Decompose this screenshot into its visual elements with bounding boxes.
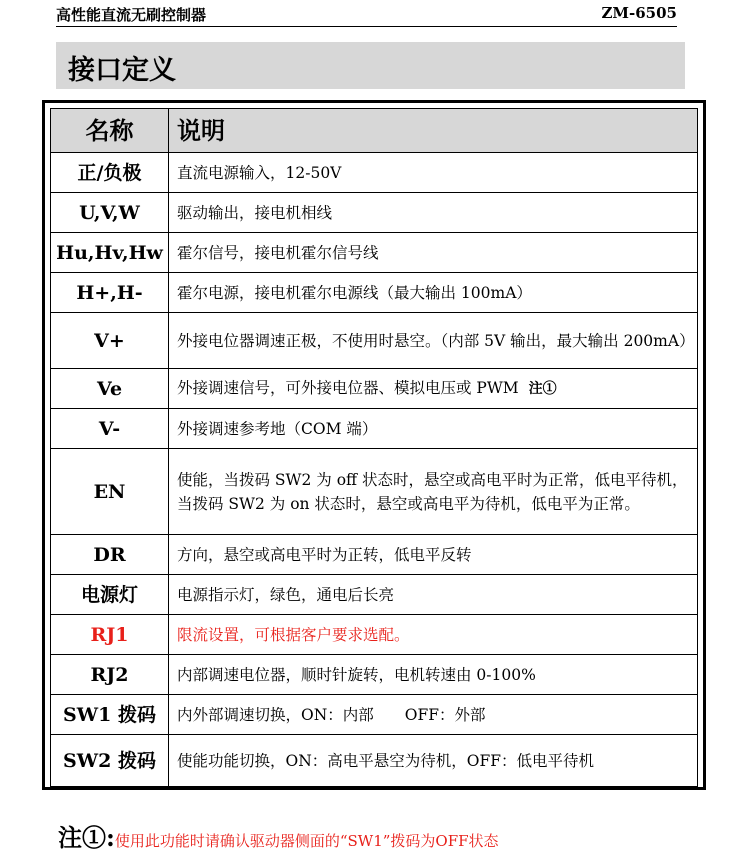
row-description: 外接电位器调速正极，不使用时悬空。（内部 5V 输出，最大输出 200mA）	[169, 313, 698, 369]
model-number: ZM-6505	[601, 4, 677, 22]
row-name: 电源灯	[51, 575, 169, 615]
row-description: 外接调速参考地（COM 端）	[169, 409, 698, 449]
row-name: EN	[51, 449, 169, 535]
section-banner	[56, 42, 685, 89]
table-row	[51, 233, 698, 273]
row-description: 使能，当拨码 SW2 为 off 状态时，悬空或高电平时为正常，低电平待机，当拨码 SW2 为 on 状态时，悬空或高电平为待机，低电平为正常。	[169, 449, 698, 535]
document-title: 高性能直流无刷控制器	[56, 6, 207, 24]
row-name: 正/负极	[51, 153, 169, 193]
footnote-text: 使用此功能时请确认驱动器侧面的“SW1”拨码为OFF状态	[114, 832, 499, 850]
row-name: H+,H-	[51, 273, 169, 313]
row-name: V-	[51, 409, 169, 449]
row-name: RJ2	[51, 655, 169, 695]
row-description: 直流电源输入，12-50V	[169, 153, 698, 193]
table-row	[51, 735, 698, 787]
row-description: 使能功能切换，ON：高电平悬空为待机，OFF：低电平待机	[169, 735, 698, 787]
interface-table	[50, 108, 698, 787]
table-row	[51, 313, 698, 369]
row-name: Hu,Hv,Hw	[51, 233, 169, 273]
table-row	[51, 193, 698, 233]
table-row	[51, 273, 698, 313]
row-name: DR	[51, 535, 169, 575]
row-description: 内部调速电位器，顺时针旋转，电机转速由 0-100%	[169, 655, 698, 695]
header-divider	[56, 26, 677, 27]
row-description	[169, 369, 698, 409]
row-description: 内外部调速切换，ON：内部 OFF：外部	[169, 695, 698, 735]
row-name: SW1 拨码	[51, 695, 169, 735]
table-row	[51, 575, 698, 615]
row-description: 驱动输出，接电机相线	[169, 193, 698, 233]
table-row	[51, 153, 698, 193]
row-description: 方向，悬空或高电平时为正转，低电平反转	[169, 535, 698, 575]
row-description: 限流设置，可根据客户要求选配。	[169, 615, 698, 655]
row-name: RJ1	[51, 615, 169, 655]
note-reference: 注①	[528, 381, 557, 397]
table-row	[51, 449, 698, 535]
table-row	[51, 695, 698, 735]
table-row	[51, 409, 698, 449]
section-title: 接口定义	[68, 55, 176, 86]
row-description: 霍尔电源，接电机霍尔电源线（最大输出 100mA）	[169, 273, 698, 313]
table-row	[51, 369, 698, 409]
row-name: Ve	[51, 369, 169, 409]
column-header-description: 说明	[169, 109, 698, 153]
table-row	[51, 535, 698, 575]
table-row	[51, 655, 698, 695]
row-name: V+	[51, 313, 169, 369]
table-header-row	[51, 109, 698, 153]
column-header-name: 名称	[51, 109, 169, 153]
table-row	[51, 615, 698, 655]
footnote	[58, 818, 499, 853]
interface-table-frame	[42, 100, 706, 790]
row-description-text: 外接调速信号，可外接电位器、模拟电压或 PWM	[177, 379, 519, 397]
row-description: 霍尔信号，接电机霍尔信号线	[169, 233, 698, 273]
row-name: SW2 拨码	[51, 735, 169, 787]
footnote-label: 注①:	[58, 823, 115, 852]
row-description: 电源指示灯，绿色，通电后长亮	[169, 575, 698, 615]
row-name: U,V,W	[51, 193, 169, 233]
